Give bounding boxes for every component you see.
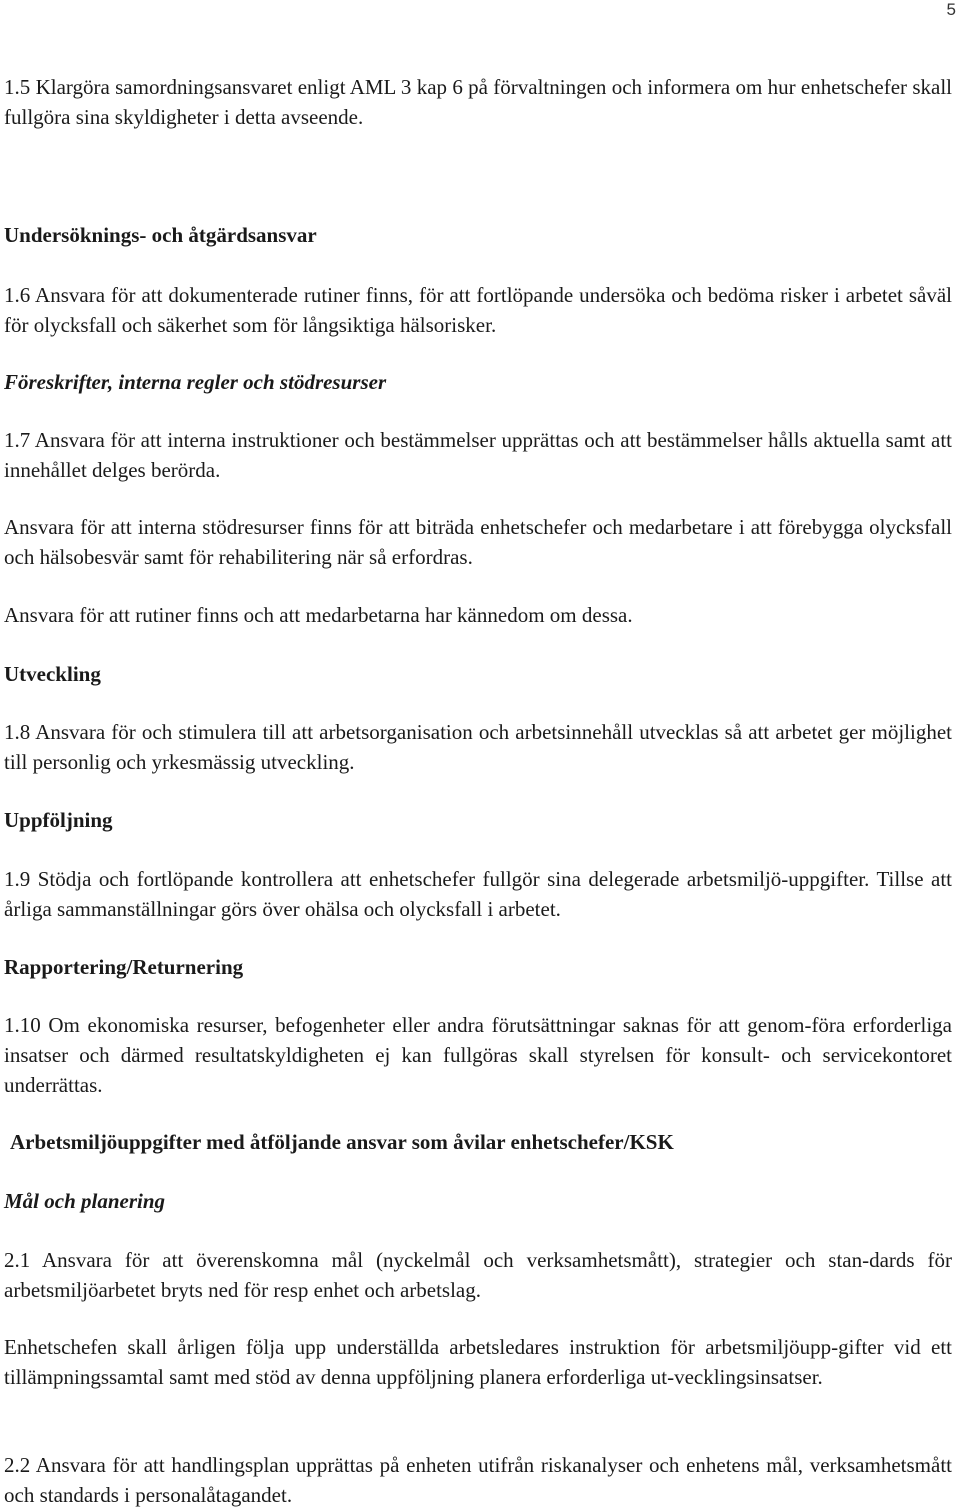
paragraph-text: Ansvara för att rutiner finns och att medarbetarna har kännedom om dessa. <box>4 603 633 627</box>
paragraph-text: 1.10 Om ekonomiska resurser, befogenheter eller andra förutsättningar saknas för att genom-föra erforderliga insatser och därmed resultatskyldigheten ej kan fullgöras skall styrelsen för konsult- och servicekontoret underrättas. <box>4 1013 952 1097</box>
paragraph-stodresurser <box>4 512 952 572</box>
paragraph-1-9 <box>4 864 952 924</box>
paragraph-text: 1.8 Ansvara för och stimulera till att arbetsorganisation och arbetsinnehåll utvecklas så att arbetet ger möjlighet till personlig och yrkesmässig utveckling. <box>4 720 952 774</box>
paragraph-text: 1.6 Ansvara för att dokumenterade rutiner finns, för att fortlöpande undersöka och bedöma risker i arbetet såväl för olycksfall och säkerhet som för långsiktiga hälsorisker. <box>4 283 952 337</box>
heading-utveckling <box>4 659 952 689</box>
paragraph-text: Enhetschefen skall årligen följa upp underställda arbetsledares instruktion för arbetsmiljöupp-gifter vid ett tillämpningssamtal samt med stöd av denna uppföljning planera erforderliga ut-vecklingsinsatser. <box>4 1335 952 1389</box>
section-heading: Utveckling <box>4 662 101 686</box>
paragraph-1-8 <box>4 717 952 777</box>
paragraph-text: 1.7 Ansvara för att interna instruktioner och bestämmelser upprättas och att bestämmelser hålls aktuella samt att innehållet delges berörda. <box>4 428 952 482</box>
heading-foreskrifter <box>4 367 952 397</box>
paragraph-1-6 <box>4 280 952 340</box>
section-heading: Undersöknings- och åtgärdsansvar <box>4 223 317 247</box>
paragraph-1-10 <box>4 1010 952 1100</box>
paragraph-text: 2.1 Ansvara för att överenskomna mål (nyckelmål och verksamhetsmått), strategier och stan-dards för arbetsmiljöarbetet bryts ned för resp enhet och arbetslag. <box>4 1248 952 1302</box>
paragraph-text: Ansvara för att interna stödresurser finns för att biträda enhetschefer och medarbetare i att förebygga olycksfall och hälsobesvär samt för rehabilitering när så erfordras. <box>4 515 952 569</box>
section-heading: Mål och planering <box>4 1189 166 1213</box>
heading-undersoknings-och-atgardsansvar <box>4 220 952 250</box>
paragraph-text: 1.9 Stödja och fortlöpande kontrollera att enhetschefer fullgör sina delegerade arbetsmiljö-uppgifter. Tillse att årliga sammanställningar görs över ohälsa och olycksfall i arbetet. <box>4 867 952 921</box>
heading-rapportering <box>4 952 952 982</box>
paragraph-2-1 <box>4 1245 952 1305</box>
section-heading: Uppföljning <box>4 808 113 832</box>
paragraph-enhetschefen <box>4 1332 952 1392</box>
page-number: 5 <box>946 0 956 19</box>
paragraph-text: 2.2 Ansvara för att handlingsplan upprättas på enheten utifrån riskanalyser och enhetens mål, verksamhetsmått och standards i personalåtagandet. <box>4 1453 952 1507</box>
paragraph-rutiner <box>4 600 952 630</box>
section-heading: Rapportering/Returnering <box>4 955 244 979</box>
heading-uppfoljning <box>4 805 952 835</box>
heading-arbetsmiljouppgifter <box>4 1127 952 1157</box>
paragraph-1-5 <box>4 72 952 132</box>
paragraph-text: 1.5 Klargöra samordningsansvaret enligt AML 3 kap 6 på förvaltningen och informera om hur enhetschefer skall fullgöra sina skyldigheter i detta avseende. <box>4 75 952 129</box>
paragraph-2-2 <box>4 1450 952 1510</box>
heading-mal-och-planering <box>4 1186 952 1216</box>
section-heading: Arbetsmiljöuppgifter med åtföljande ansvar som åvilar enhetschefer/KSK <box>10 1130 674 1154</box>
paragraph-1-7 <box>4 425 952 485</box>
section-heading: Föreskrifter, interna regler och stödresurser <box>4 370 387 394</box>
